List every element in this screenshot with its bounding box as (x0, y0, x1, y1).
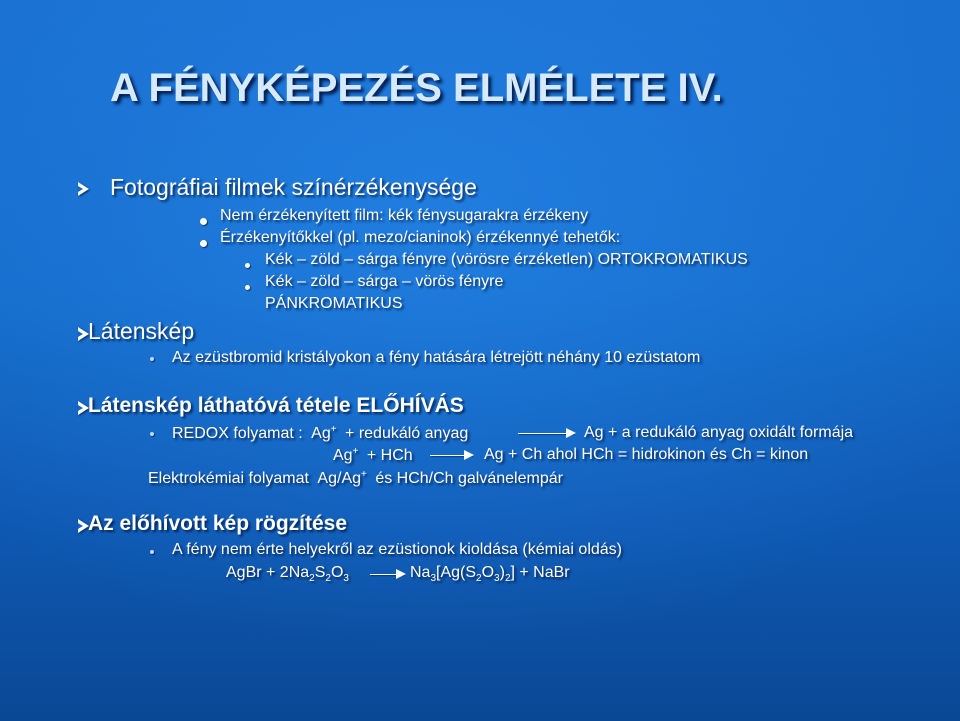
bullet-dot-icon (245, 263, 250, 268)
bullet-dot-icon (200, 240, 207, 247)
list-item: Nem érzékenyített film: kék fénysugarakra érzékeny (220, 207, 589, 224)
redox-left-rest: + redukáló anyag (345, 425, 469, 442)
hch-left (333, 446, 413, 465)
hch-left-rest: + HCh (366, 447, 413, 464)
reaction-arrow-icon (430, 455, 472, 456)
page-title: A FÉNYKÉPEZÉS ELMÉLETE IV. (110, 66, 723, 110)
list-subitem: Kék – zöld – sárga fényre (vörösre érzéketlen) ORTOKROMATIKUS (265, 251, 748, 268)
arrow-bullet-icon (78, 182, 89, 196)
silver-ion: Ag+ (311, 424, 337, 442)
reaction-arrow-icon (518, 433, 574, 434)
section-heading-film-sensitivity: Fotográfiai filmek színérzékenysége (110, 174, 477, 200)
fixing-equation-left: AgBr + $2Na_2S_2O_3$ (226, 564, 349, 584)
silver-ion: Ag+ (333, 446, 359, 464)
section-heading-fixing: Az előhívott kép rögzítése (88, 512, 348, 535)
list-item: Érzékenyítőkkel (pl. mezo/cianinok) érzékennyé tehetők: (220, 229, 621, 246)
bullet-dot-icon (200, 218, 207, 225)
electro-rest: és HCh/Ch galvánelempár (375, 470, 563, 487)
bullet-dot-icon (150, 550, 154, 554)
reaction-arrow-icon (370, 574, 404, 575)
bullet-dot-icon (150, 432, 154, 436)
section-heading-development: Látenskép láthatóvá tétele ELŐHÍVÁS (88, 394, 464, 417)
redox-label (172, 424, 468, 443)
electro-label: Elektrokémiai folyamat (148, 470, 309, 487)
bullet-dot-icon (150, 357, 154, 361)
list-item: Az ezüstbromid kristályokon a fény hatására létrejött néhány 10 ezüstatom (172, 349, 701, 366)
redox-right: Ag + a redukáló anyag oxidált formája (584, 424, 854, 441)
electrochemical-line (148, 469, 563, 488)
silver-pair: Ag/Ag+ (317, 469, 367, 487)
list-subitem: Kék – zöld – sárga – vörös fényre (265, 273, 504, 290)
list-item: A fény nem érte helyekről az ezüstionok kioldása (kémiai oldás) (172, 541, 622, 558)
hch-right: Ag + Ch ahol HCh = hidrokinon és Ch = kinon (484, 446, 809, 463)
redox-label-text: REDOX folyamat : (172, 425, 303, 442)
list-subitem-continuation: PÁNKROMATIKUS (265, 295, 403, 312)
section-heading-latent-image: Látenskép (88, 318, 195, 344)
fixing-equation-right: $Na_3[Ag(S_2O_3)_2]$ + NaBr (410, 564, 570, 584)
bullet-dot-icon (245, 285, 250, 290)
